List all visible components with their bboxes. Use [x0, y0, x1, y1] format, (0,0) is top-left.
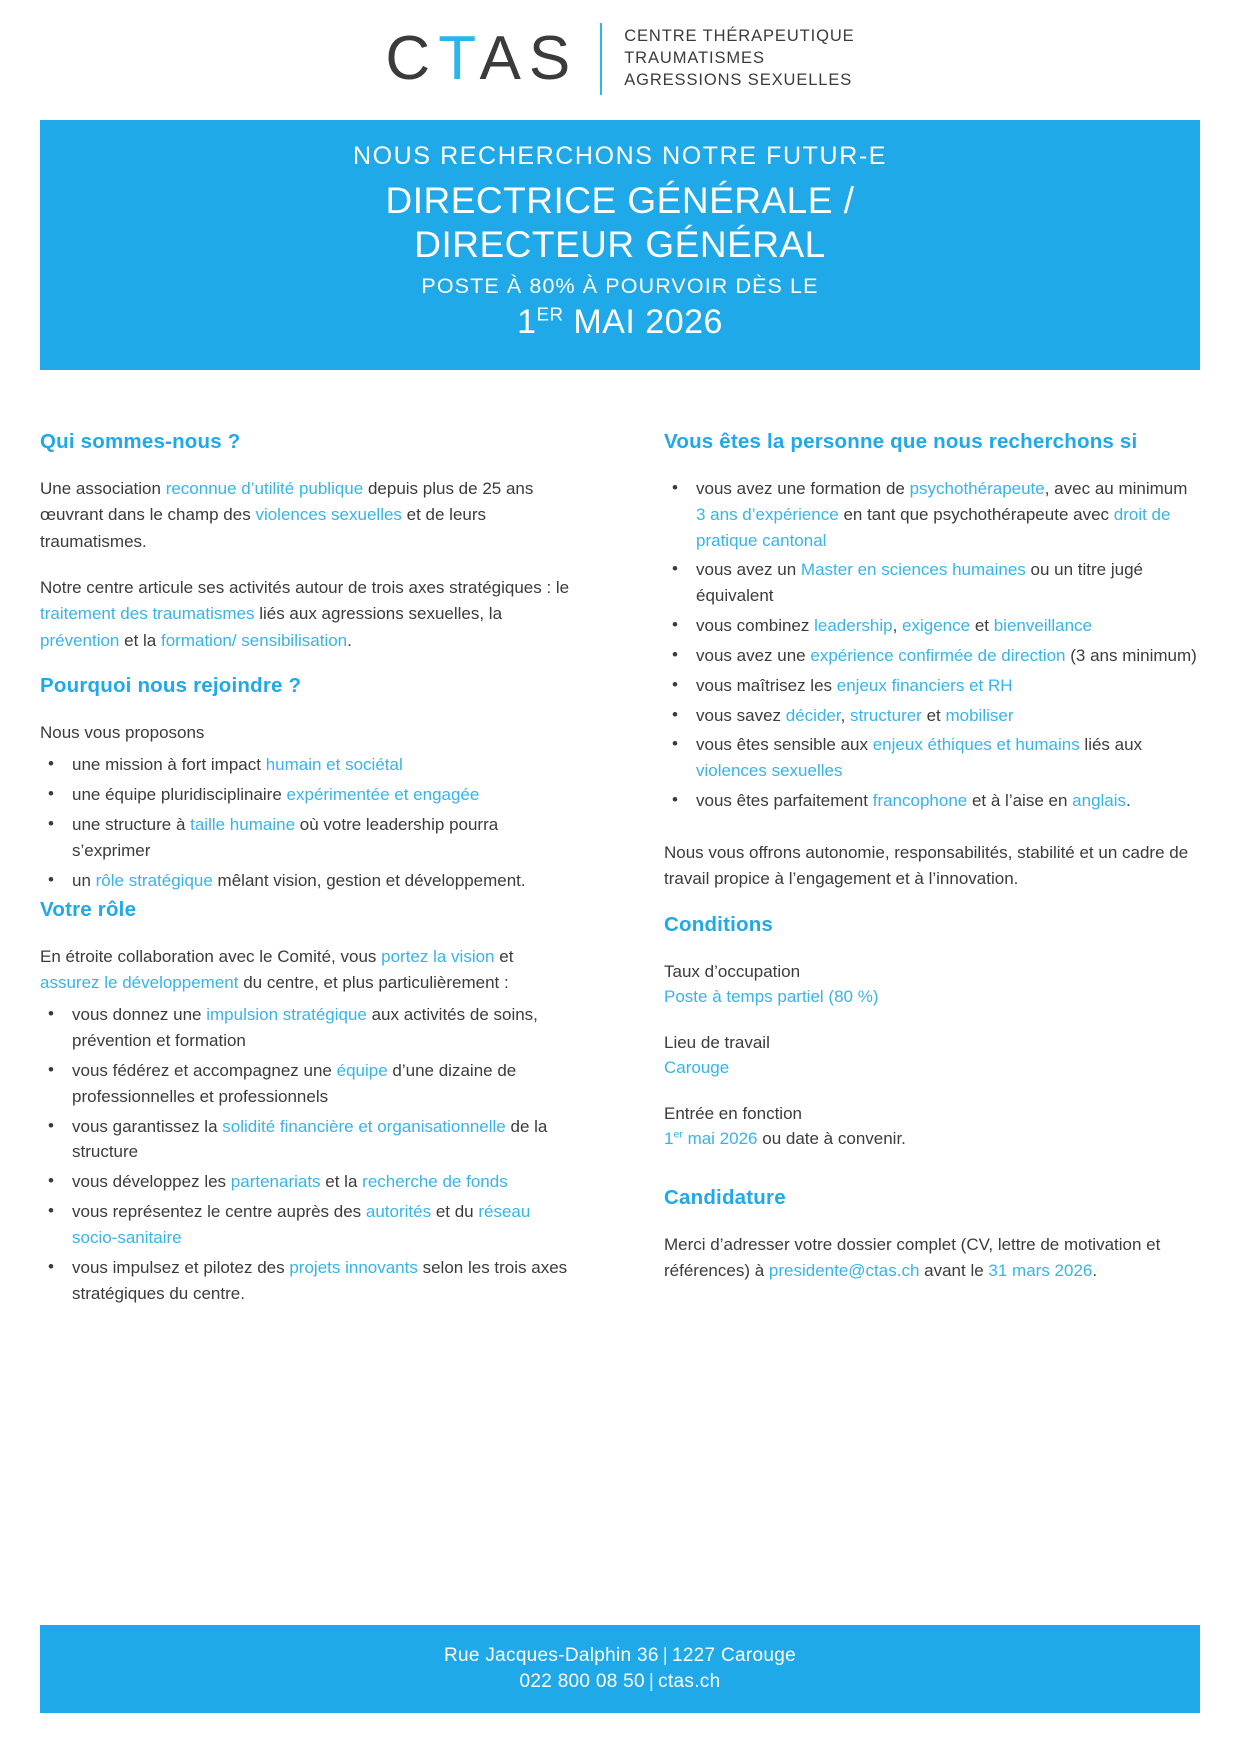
- highlight-fragment: enjeux financiers et RH: [836, 675, 1013, 695]
- highlight-fragment: enjeux éthiques et humains: [872, 735, 1080, 755]
- right-column: [664, 430, 1200, 1310]
- text-fragment: vous savez: [696, 705, 786, 725]
- list-item: [664, 788, 1200, 814]
- text-fragment: , avec au minimum: [1044, 479, 1188, 498]
- text-fragment: aux activités de soins, prévention et formation: [72, 1005, 538, 1051]
- highlight-fragment: taille humaine: [190, 815, 296, 835]
- list-item: [40, 782, 576, 808]
- condition-value: Carouge: [664, 1058, 730, 1078]
- logo-wordmark: [385, 24, 600, 93]
- text-fragment: et la: [320, 1172, 363, 1192]
- highlight-fragment: violences sexuelles: [696, 761, 843, 781]
- list-item: [664, 703, 1200, 729]
- content-columns: [40, 430, 1200, 1310]
- highlight-fragment: prévention: [40, 630, 120, 650]
- highlight-fragment: solidité financière et organisationnelle: [222, 1116, 506, 1136]
- text-fragment: Notre centre articule ses activités autour de trois axes stratégiques : le: [40, 578, 570, 598]
- offer-paragraph: Nous vous offrons autonomie, responsabilités, stabilité et un cadre de travail propice à l’engagement et à l’innovation.: [664, 842, 1189, 889]
- text-fragment: vous combinez: [696, 616, 815, 636]
- your-role-intro: [40, 944, 576, 997]
- text-fragment: avant le: [919, 1260, 989, 1280]
- list-item: [664, 732, 1200, 784]
- condition-value: Poste à temps partiel (80 %): [664, 987, 879, 1007]
- logo-line-3: AGRESSIONS SEXUELLES: [624, 70, 853, 89]
- section-title-profile: Vous êtes la personne que nous recherchons si: [664, 430, 1138, 453]
- text-fragment: liés aux agressions sexuelles, la: [254, 604, 503, 624]
- list-item: [40, 1114, 576, 1166]
- text-fragment: et à l’aise en: [967, 791, 1073, 811]
- highlight-fragment: décider: [785, 705, 841, 725]
- logo-letters-as: AS: [479, 24, 579, 93]
- condition-start-date: [664, 1101, 1200, 1152]
- who-we-are-paragraph-1: [40, 476, 576, 555]
- footer-contact-line: [520, 1671, 721, 1693]
- footer-city: 1227 Carouge: [671, 1645, 796, 1666]
- highlight-fragment: projets innovants: [289, 1257, 418, 1277]
- text-fragment: en tant que psychothérapeute avec: [838, 504, 1114, 524]
- why-join-intro: Nous vous proposons: [40, 723, 205, 743]
- text-fragment: .: [1092, 1260, 1098, 1280]
- footer-separator: |: [648, 1671, 655, 1692]
- text-fragment: d’une dizaine de professionnelles et professionnels: [72, 1060, 517, 1106]
- logo-organisation-name: [624, 26, 854, 91]
- highlight-fragment: rôle stratégique: [95, 870, 213, 890]
- text-fragment: vous maîtrisez les: [696, 675, 837, 695]
- highlight-fragment: bienveillance: [993, 616, 1093, 636]
- your-role-list: [40, 1002, 576, 1306]
- text-fragment: Merci d’adresser votre dossier complet (CV, lettre de motivation et références) à: [664, 1234, 1161, 1280]
- highlight-fragment: impulsion stratégique: [206, 1005, 367, 1025]
- text-fragment: vous êtes sensible aux: [696, 735, 873, 755]
- highlight-fragment: leadership: [814, 616, 893, 636]
- text-fragment: ,: [840, 705, 851, 725]
- section-title-application: Candidature: [664, 1185, 786, 1209]
- text-fragment: .: [347, 630, 352, 650]
- highlight-fragment: Master en sciences humaines: [800, 560, 1026, 580]
- highlight-fragment: reconnue d’utilité publique: [165, 479, 364, 498]
- highlight-fragment: partenariats: [230, 1172, 321, 1192]
- banner-kicker: NOUS RECHERCHONS NOTRE FUTUR-E: [352, 142, 888, 170]
- section-title-conditions: Conditions: [664, 912, 774, 936]
- banner-title-line-2: DIRECTEUR GÉNÉRAL: [414, 223, 826, 265]
- banner-start-date: [40, 303, 1200, 342]
- list-item: [40, 1058, 576, 1110]
- text-fragment: de la structure: [72, 1116, 548, 1162]
- highlight-fragment: francophone: [872, 791, 968, 811]
- condition-label: Taux d’occupation: [664, 961, 801, 981]
- highlight-fragment: anglais: [1072, 791, 1127, 811]
- highlight-fragment: portez la vision: [381, 946, 495, 966]
- header-logo-area: [0, 0, 1240, 118]
- text-fragment: et: [970, 616, 994, 636]
- text-fragment: une équipe pluridisciplinaire: [72, 785, 287, 805]
- logo-line-2: TRAUMATISMES: [624, 49, 765, 68]
- text-fragment: (3 ans minimum): [1065, 645, 1197, 665]
- text-fragment: ou date à convenir.: [757, 1129, 906, 1149]
- text-fragment: vous fédérez et accompagnez une: [72, 1060, 337, 1080]
- section-title-your-role: Votre rôle: [40, 897, 137, 921]
- text-fragment: vous représentez le centre auprès des: [72, 1202, 366, 1222]
- list-item: [664, 557, 1200, 609]
- highlight-fragment: mobiliser: [945, 705, 1014, 725]
- text-fragment: vous avez une formation de: [696, 479, 910, 498]
- list-item: [40, 752, 576, 778]
- highlight-fragment: violences sexuelles: [255, 505, 402, 525]
- text-fragment: ou un titre jugé équivalent: [696, 560, 1143, 606]
- application-email[interactable]: presidente@ctas.ch: [768, 1260, 920, 1280]
- list-item: [664, 613, 1200, 639]
- highlight-fragment: expérience confirmée de direction: [810, 645, 1066, 665]
- footer-address-line: [444, 1645, 796, 1667]
- banner-title: [40, 179, 1200, 266]
- text-fragment: vous avez une: [696, 645, 811, 665]
- job-banner: [40, 120, 1200, 370]
- list-item: [664, 643, 1200, 669]
- text-fragment: mêlant vision, gestion et développement.: [212, 870, 526, 890]
- section-title-who-we-are: Qui sommes-nous ?: [40, 430, 241, 453]
- footer-website[interactable]: ctas.ch: [658, 1671, 721, 1692]
- text-fragment: vous garantissez la: [72, 1116, 223, 1136]
- logo-letter-c: C: [385, 24, 439, 93]
- text-fragment: où votre leadership pourra s’exprimer: [72, 815, 499, 860]
- footer-phone[interactable]: 022 800 08 50: [519, 1671, 645, 1692]
- highlight-fragment-ordinal: er: [673, 1128, 683, 1141]
- text-fragment: du centre, et plus particulièrement :: [238, 972, 509, 992]
- banner-date-ordinal: ER: [536, 303, 564, 325]
- text-fragment: ,: [892, 616, 903, 636]
- highlight-fragment: formation/ sensibilisation: [160, 630, 348, 650]
- condition-occupation-rate: [664, 959, 1200, 1010]
- highlight-fragment: droit de pratique cantonal: [696, 504, 1171, 550]
- text-fragment: selon les trois axes stratégiques du centre.: [72, 1257, 568, 1303]
- logo-letter-t: T: [438, 24, 480, 93]
- text-fragment: et: [921, 705, 946, 725]
- text-fragment: une mission à fort impact: [72, 755, 266, 775]
- highlight-fragment: structurer: [850, 705, 922, 725]
- list-item: [40, 1255, 576, 1307]
- who-we-are-paragraph-2: [40, 575, 576, 654]
- highlight-fragment: exigence: [902, 616, 971, 636]
- banner-title-line-1: DIRECTRICE GÉNÉRALE /: [385, 180, 855, 221]
- text-fragment: depuis plus de 25 ans œuvrant dans le champ des: [40, 479, 534, 525]
- list-item: [40, 1002, 576, 1054]
- condition-value: [664, 1126, 1200, 1152]
- list-item: [40, 1169, 576, 1195]
- highlight-fragment: assurez le développement: [40, 972, 239, 992]
- text-fragment: liés aux: [1079, 735, 1143, 755]
- highlight-fragment: 1: [664, 1129, 674, 1149]
- highlight-fragment: réseau socio-sanitaire: [72, 1202, 531, 1247]
- section-title-why-join: Pourquoi nous rejoindre ?: [40, 674, 302, 698]
- text-fragment: et du: [431, 1202, 479, 1222]
- text-fragment: Une association: [40, 479, 166, 498]
- highlight-fragment: équipe: [336, 1060, 388, 1080]
- highlight-fragment: 3 ans d’expérience: [696, 504, 839, 524]
- text-fragment: un: [72, 870, 96, 890]
- text-fragment: et la: [119, 630, 161, 650]
- footer-separator: |: [662, 1645, 668, 1666]
- highlight-fragment: mai 2026: [682, 1129, 758, 1149]
- highlight-fragment: 31 mars 2026: [988, 1260, 1093, 1280]
- text-fragment: vous donnez une: [72, 1005, 207, 1025]
- highlight-fragment: autorités: [365, 1202, 432, 1222]
- text-fragment: et de leurs traumatismes.: [40, 505, 487, 551]
- profile-list: [664, 476, 1200, 814]
- text-fragment: vous impulsez et pilotez des: [72, 1257, 290, 1277]
- application-paragraph: [664, 1232, 1200, 1285]
- footer-street: Rue Jacques-Dalphin 36: [444, 1645, 659, 1666]
- list-item: [40, 1199, 576, 1251]
- condition-label: Lieu de travail: [664, 1032, 770, 1052]
- text-fragment: .: [1126, 791, 1131, 811]
- logo: [385, 23, 854, 95]
- list-item: [40, 868, 576, 894]
- why-join-list: [40, 752, 576, 893]
- banner-subtitle: POSTE À 80% À POURVOIR DÈS LE: [421, 274, 819, 299]
- condition-label: Entrée en fonction: [664, 1103, 802, 1123]
- highlight-fragment: psychothérapeute: [909, 479, 1045, 498]
- condition-location: [664, 1030, 1200, 1081]
- text-fragment: une structure à: [72, 815, 191, 835]
- banner-date-number: 1: [517, 303, 537, 342]
- list-item: [664, 476, 1200, 553]
- text-fragment: et: [494, 946, 514, 966]
- left-column: [40, 430, 576, 1310]
- logo-line-1: CENTRE THÉRAPEUTIQUE: [624, 27, 855, 46]
- text-fragment: vous développez les: [72, 1172, 231, 1192]
- list-item: [664, 673, 1200, 699]
- highlight-fragment: traitement des traumatismes: [40, 604, 255, 624]
- list-item: [40, 812, 576, 864]
- highlight-fragment: humain et sociétal: [265, 755, 403, 775]
- logo-divider: [600, 23, 602, 95]
- text-fragment: vous êtes parfaitement: [696, 791, 873, 811]
- highlight-fragment: expérimentée et engagée: [286, 785, 480, 805]
- banner-date-rest: MAI 2026: [563, 303, 723, 342]
- text-fragment: En étroite collaboration avec le Comité, vous: [40, 946, 382, 966]
- text-fragment: vous avez un: [696, 560, 801, 580]
- footer-contact-bar: [40, 1625, 1200, 1713]
- highlight-fragment: recherche de fonds: [362, 1172, 508, 1192]
